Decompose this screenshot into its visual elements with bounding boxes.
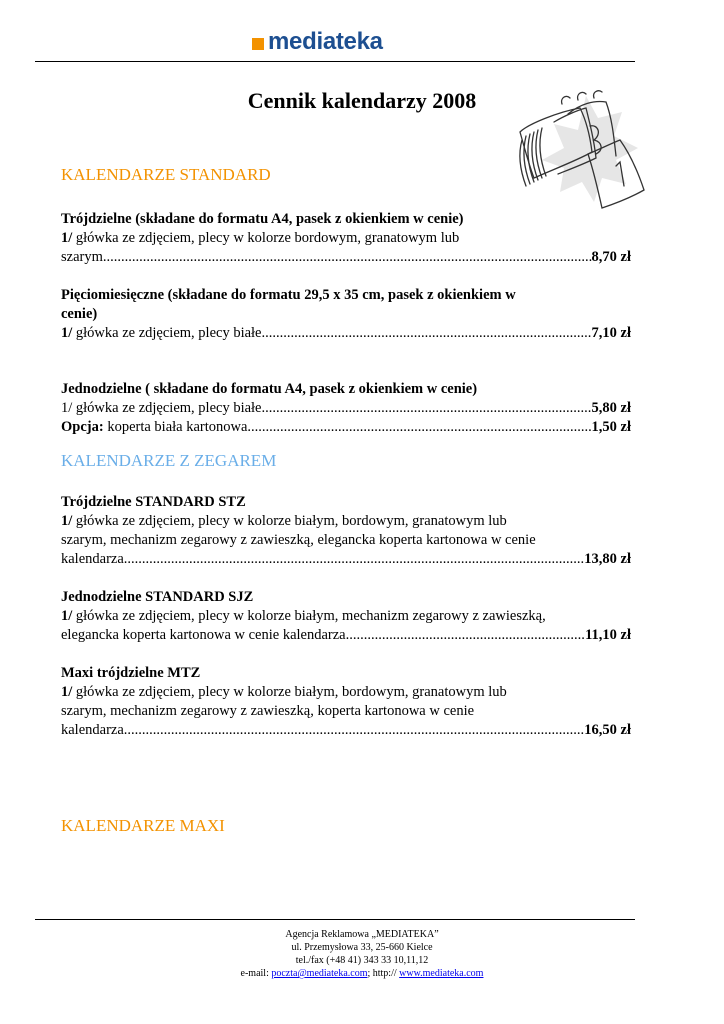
price-value: 11,10 zł [585, 627, 631, 643]
leader-dots [247, 418, 591, 437]
footer-email-label: e-mail: [240, 968, 272, 979]
price-row [61, 399, 631, 418]
email-link[interactable]: poczta@mediateka.com [271, 968, 368, 979]
leader-dots [262, 399, 592, 418]
footer-address: ul. Przemysłowa 33, 25-660 Kielce [291, 942, 433, 953]
item-desc-line [61, 229, 631, 248]
item-desc-text: główka ze zdjęciem, plecy w kolorze białym, bordowym, granatowym lub [72, 684, 507, 700]
item-desc-text: szarym, mechanizm zegarowy z zawieszką, elegancka koperta kartonowa w cenie [61, 532, 536, 548]
price-list [61, 164, 631, 837]
footer [0, 928, 724, 980]
item-desc-text: szarym, mechanizm zegarowy z zawieszką, koperta kartonowa w cenie [61, 703, 475, 719]
item-title-sjz: Jednodzielne STANDARD SJZ [61, 589, 254, 605]
option-label: Opcja: [61, 419, 104, 435]
option-text: koperta biała kartonowa [103, 419, 248, 435]
leader-dots [349, 626, 585, 645]
footer-http-label: ; http:// [367, 968, 400, 979]
item-title-trojdzielne: Trójdzielne (składane do formatu A4, pasek z okienkiem w cenie) [61, 211, 464, 227]
item-title-stz: Trójdzielne STANDARD STZ [61, 494, 246, 510]
item-prefix: 1/ [61, 608, 73, 624]
item-prefix: 1/ [61, 684, 73, 700]
price-value: 16,50 zł [584, 722, 631, 738]
option-row [61, 418, 631, 437]
item-desc-text: kalendarza [61, 551, 124, 567]
price-row [61, 248, 631, 267]
item-desc-text: główka ze zdjęciem, plecy w kolorze bordowym, granatowym lub [72, 230, 460, 246]
footer-divider [35, 919, 635, 920]
price-value: 1,50 zł [591, 419, 631, 435]
item-desc-line [61, 324, 265, 343]
page-title: Cennik kalendarzy 2008 [247, 88, 477, 113]
website-link[interactable]: www.mediateka.com [399, 968, 484, 979]
item-desc-text: kalendarza [61, 722, 124, 738]
price-row [61, 626, 631, 645]
price-row [61, 324, 631, 343]
item-desc-line [61, 683, 631, 702]
price-value: 5,80 zł [591, 400, 631, 416]
item-desc-text: główka ze zdjęciem, plecy w kolorze białym, mechanizm zegarowy z zawieszką, [72, 608, 546, 624]
item-title-continued: cenie) [61, 306, 98, 322]
footer-phone: tel./fax (+48 41) 343 33 10,11,12 [295, 955, 429, 966]
price-row [61, 721, 631, 740]
item-desc-text: główka ze zdjęciem, plecy białe. [72, 325, 266, 341]
logo-text: mediateka [268, 28, 383, 55]
item-prefix: 1/ [61, 325, 73, 341]
leader-dots [124, 550, 584, 569]
item-desc-text: główka ze zdjęciem, plecy w kolorze białym, bordowym, granatowym lub [72, 513, 507, 529]
leader-dots [265, 324, 591, 343]
price-value: 7,10 zł [591, 325, 631, 341]
item-desc-line [61, 512, 631, 531]
item-desc-text: elegancka koperta kartonowa w cenie kalendarza. [61, 627, 350, 643]
item-desc-line [61, 607, 631, 626]
leader-dots [103, 248, 592, 267]
header [0, 0, 724, 62]
section-title-zegar: KALENDARZE Z ZEGAREM [61, 451, 277, 470]
header-divider [35, 61, 635, 62]
item-title-pieciomiesieczne: Pięciomiesięczne (składane do formatu 29,5 x 35 cm, pasek z okienkiem w [61, 287, 516, 303]
item-desc-text: 1/ główka ze zdjęciem, plecy białe [61, 400, 262, 416]
item-prefix: 1/ [61, 230, 73, 246]
item-prefix: 1/ [61, 513, 73, 529]
logo-square-icon [252, 38, 264, 50]
mediateka-logo [252, 28, 383, 56]
price-value: 8,70 zł [591, 249, 631, 265]
price-row [61, 550, 631, 569]
footer-contact [0, 967, 724, 980]
section-title-standard: KALENDARZE STANDARD [61, 165, 271, 184]
price-value: 13,80 zł [584, 551, 631, 567]
option-desc [61, 418, 247, 437]
item-title-jednodzielne: Jednodzielne ( składane do formatu A4, pasek z okienkiem w cenie) [61, 381, 478, 397]
item-title-mtz: Maxi trójdzielne MTZ [61, 665, 201, 681]
item-desc-text: szarym [61, 249, 103, 265]
footer-company: Agencja Reklamowa „MEDIATEKA” [285, 929, 439, 940]
section-title-maxi: KALENDARZE MAXI [61, 816, 225, 835]
leader-dots [124, 721, 584, 740]
